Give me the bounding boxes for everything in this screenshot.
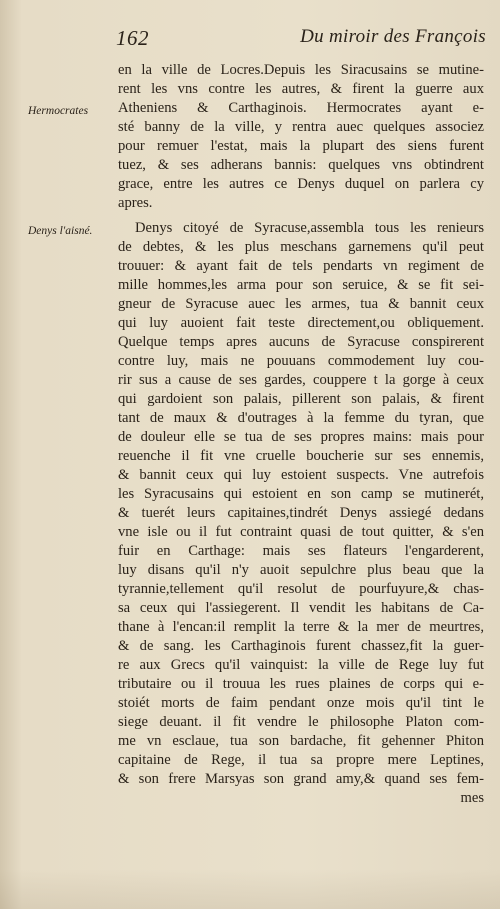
- text-line: mille hommes,les arma pour son seruice, & se fit sei-: [118, 277, 484, 293]
- text-line: siege deuant. il fit vendre le philosophe Platon com-: [118, 714, 484, 730]
- paragraph-2: [118, 219, 484, 808]
- text-line: rent les vns contre les autres, & firent la guerre aux: [118, 81, 484, 97]
- text-line: en la ville de Locres.Depuis les Siracusains se mutine-: [118, 62, 484, 78]
- text-line: les Syracusains qui estoient en son camp se mutinerét,: [118, 486, 484, 502]
- text-line: qui luy auoient fait teste directement,ou obliquement.: [118, 315, 484, 331]
- text-line: & de sang. les Carthaginois furent chassez,fit la guer-: [118, 638, 484, 654]
- text-line: vne isle ou il fut contraint quasi de tout quitter, & s'en: [118, 524, 484, 540]
- page-edge-shadow: [0, 869, 500, 909]
- text-line: & son frere Marsyas son grand amy,& quand ses fem-: [118, 771, 484, 787]
- text-line: tributaire ou il trouua les rues plaines de corps qui e-: [118, 676, 484, 692]
- text-line: Denys citoyé de Syracuse,assembla tous les renieurs: [135, 220, 484, 236]
- running-title: Du miroir des François: [300, 26, 486, 47]
- text-line: pour remuer l'estat, mais la plupart des siens furent: [118, 138, 484, 154]
- text-line: & tuerét leurs capitaines,tindrét Denys assiegé dedans: [118, 505, 484, 521]
- text-line: fuir en Carthage: mais ses flateurs l'engarderent,: [118, 543, 484, 559]
- text-line: gneur de Syracuse auec les armes, tua & bannit ceux: [118, 296, 484, 312]
- text-line: tyrannie,tellement qu'il resolut de pourfuyure,& chas-: [118, 581, 484, 597]
- text-line: re aux Grecs qu'il vainquist: la ville de Rege luy fut: [118, 657, 484, 673]
- text-line: sa ceux qui l'assiegerent. Il vendit les habitans de Ca-: [118, 600, 484, 616]
- text-line: tant de maux & d'outrages à la femme du tyran, que: [118, 410, 484, 426]
- text-line: thane à l'encan:il remplit la terre & la mer de meurtres,: [118, 619, 484, 635]
- text-line: Quelque temps apres aucuns de Syracuse conspirerent: [118, 334, 484, 350]
- text-line: de douleur elle se tua de ses propres mains: mais pour: [118, 429, 484, 445]
- text-line: Atheniens & Carthaginois. Hermocrates ayant e-: [118, 100, 484, 116]
- page-number: 162: [116, 26, 149, 50]
- text-line: sté banny de la ville, y rentra auec quelques associez: [118, 119, 484, 135]
- text-line: grace, entre les autres ce Denys duquel on parlera cy: [118, 176, 484, 192]
- text-line: luy disans qu'il n'y auoit sepulchre plus beau que la: [118, 562, 484, 578]
- text-line: qui gardoient son palais, pillerent son palais, & firent: [118, 391, 484, 407]
- text-line: trouuer: & ayant fait de tels pendarts vn regiment de: [118, 258, 484, 274]
- text-line: de debtes, & les plus meschans garnemens qu'il peut: [118, 239, 484, 255]
- margin-note-hermocrates: Hermocrates: [28, 105, 89, 117]
- text-line: me vn esclaue, tua son bardache, fit gehenner Phiton: [118, 733, 484, 749]
- paragraph-1: [118, 61, 484, 213]
- text-line: reuenche il fit vne cruelle boucherie sur ses ennemis,: [118, 448, 484, 464]
- text-line: apres.: [118, 195, 153, 211]
- text-line: & bannit ceux qui luy estoient suspects. Vne autrefois: [118, 467, 484, 483]
- text-line: tuez, & ses adherans bannis: quelques vns obtindrent: [118, 157, 484, 173]
- text-line: stoiét morts de faim pendant onze mois qu'il tint le: [118, 695, 484, 711]
- text-line: capitaine de Rege, il tua sa propre mere Leptines,: [118, 752, 484, 768]
- text-line: contre luy, mais ne pouuans commodement luy cou-: [118, 353, 484, 369]
- catchword: mes: [460, 790, 484, 806]
- text-line: rir sus a cause de ses gardes, couppere t la gorge à ceux: [118, 372, 484, 388]
- page-header: [116, 26, 486, 52]
- margin-note-denys: Denys l'aisné.: [28, 225, 93, 237]
